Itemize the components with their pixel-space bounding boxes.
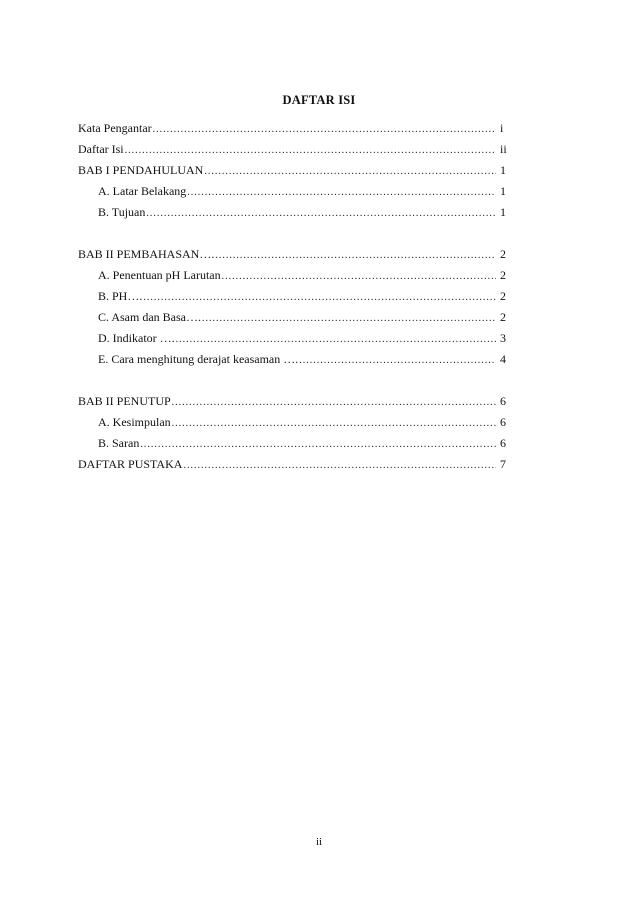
dot-leader: [183, 455, 496, 476]
toc-entry-label: A. Latar Belakang: [98, 184, 187, 198]
toc-entry-label: B. Tujuan: [98, 205, 146, 219]
toc-entry-label: E. Cara menghitung derajat keasaman ….: [98, 352, 299, 366]
dot-leader: [187, 182, 496, 203]
toc-entry-label: A. Penentuan pH Larutan: [98, 268, 221, 282]
toc-entry-label: D. Indikator ….: [98, 331, 175, 345]
dot-leader: [153, 119, 496, 140]
table-of-contents: [78, 118, 516, 475]
dot-leader: [176, 329, 496, 350]
toc-entry-asam-basa: [78, 307, 516, 328]
toc-entry-bab-1: [78, 160, 516, 181]
toc-entry-daftar-isi: [78, 139, 516, 160]
toc-entry-kesimpulan: [78, 412, 516, 433]
toc-entry-label: B. PH….: [98, 289, 143, 303]
toc-entry-page: 1: [500, 163, 506, 177]
toc-entry-latar-belakang: [78, 181, 516, 202]
toc-entry-saran: [78, 433, 516, 454]
toc-entry-page: 2: [500, 268, 506, 282]
toc-entry-page: 6: [500, 415, 506, 429]
toc-entry-label: BAB II PENUTUP: [78, 394, 171, 408]
toc-entry-page: 3: [500, 331, 506, 345]
dot-leader: [299, 350, 496, 371]
toc-entry-page: i: [500, 121, 504, 135]
toc-entry-bab-penutup: [78, 391, 516, 412]
dot-leader: [222, 266, 496, 287]
toc-entry-bab-2: [78, 244, 516, 265]
toc-entry-daftar-pustaka: [78, 454, 516, 475]
toc-entry-page: 6: [500, 394, 506, 408]
toc-entry-page: 2: [500, 289, 506, 303]
toc-entry-label: BAB I PENDAHULUAN: [78, 163, 204, 177]
toc-entry-page: 4: [500, 352, 506, 366]
toc-entry-label: Daftar Isi: [78, 142, 124, 156]
dot-leader: [125, 140, 496, 161]
dot-leader: [172, 392, 496, 413]
dot-leader: [172, 413, 496, 434]
toc-entry-page: 2: [500, 310, 506, 324]
toc-entry-label: C. Asam dan Basa….: [98, 310, 201, 324]
toc-entry-kata-pengantar: [78, 118, 516, 139]
toc-entry-tujuan: [78, 202, 516, 223]
toc-entry-page: 6: [500, 436, 506, 450]
toc-entry-page: 7: [500, 457, 506, 471]
toc-entry-ph: [78, 286, 516, 307]
toc-entry-label: B. Saran: [98, 436, 140, 450]
toc-entry-page: 1: [500, 205, 506, 219]
toc-entry-penentuan-ph: [78, 265, 516, 286]
toc-entry-page: 1: [500, 184, 506, 198]
toc-entry-page: 2: [500, 247, 506, 261]
toc-entry-label: BAB II PEMBAHASAN….: [78, 247, 215, 261]
dot-leader: [202, 308, 496, 329]
dot-leader: [215, 245, 496, 266]
dot-leader: [143, 287, 496, 308]
dot-leader: [146, 203, 496, 224]
footer-page-number: ii: [315, 836, 323, 848]
toc-entry-indikator: [78, 328, 516, 349]
toc-entry-label: DAFTAR PUSTAKA: [78, 457, 183, 471]
toc-entry-label: A. Kesimpulan: [98, 415, 171, 429]
dot-leader: [140, 434, 496, 455]
page-title: DAFTAR ISI: [282, 93, 356, 107]
toc-entry-label: Kata Pengantar: [78, 121, 152, 135]
toc-entry-page: ii: [500, 142, 507, 156]
toc-entry-cara-menghitung: [78, 349, 516, 370]
dot-leader: [204, 161, 496, 182]
